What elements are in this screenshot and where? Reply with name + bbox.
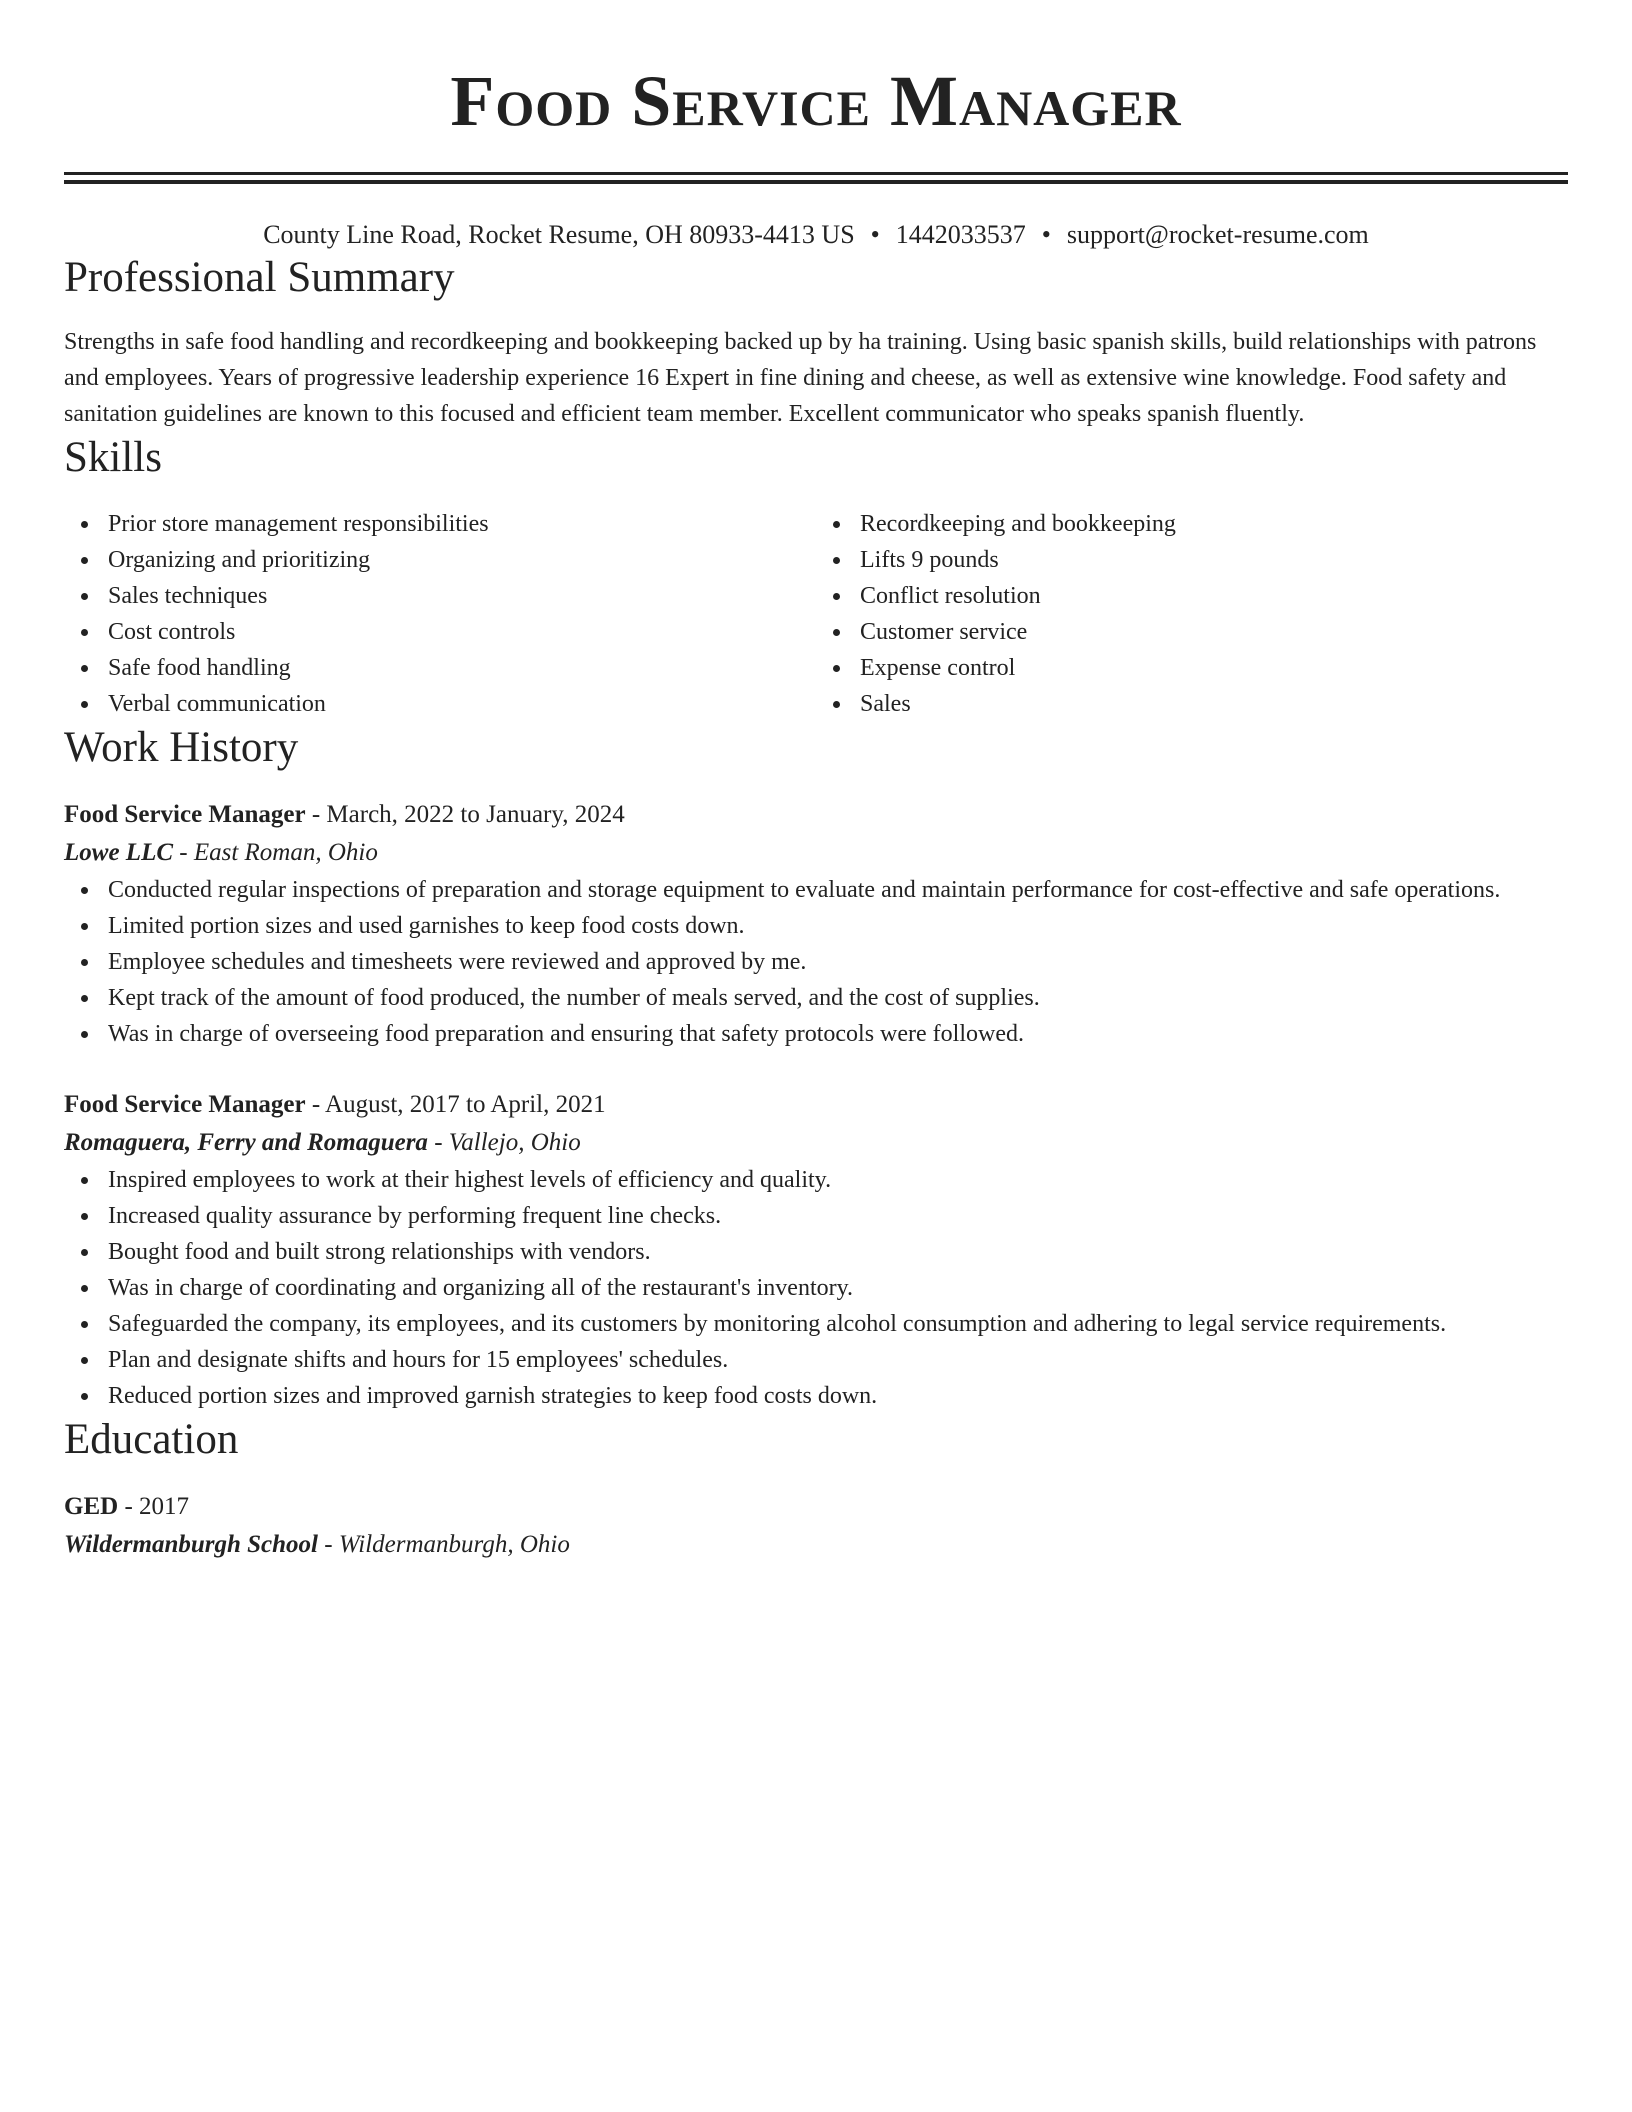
job-title-line (64, 796, 1568, 834)
job-entry (64, 1086, 1568, 1414)
skills-column-right (816, 506, 1568, 722)
bullet-icon (81, 1031, 88, 1038)
school-line (64, 1526, 1568, 1564)
duty-item: Reduced portion sizes and improved garnish strategies to keep food costs down. (108, 1378, 1568, 1414)
duty-item: Was in charge of overseeing food preparation and ensuring that safety protocols were followed. (108, 1016, 1568, 1052)
job-dates: - August, 2017 to April, 2021 (305, 1091, 606, 1118)
skills-heading: Skills (64, 434, 162, 481)
contact-phone: 1442033537 (895, 220, 1026, 249)
duty-item: Kept track of the amount of food produced, the number of meals served, and the cost of supplies. (108, 980, 1568, 1016)
company-name: Lowe LLC (64, 839, 174, 866)
company-location: - East Roman, Ohio (173, 839, 378, 866)
education-heading: Education (64, 1416, 239, 1463)
skill-item: Lifts 9 pounds (860, 542, 1568, 578)
skill-item: Recordkeeping and bookkeeping (860, 506, 1568, 542)
duty-item: Safeguarded the company, its employees, and its customers by monitoring alcohol consumption and adhering to legal service requirements. (108, 1306, 1568, 1342)
education-entry (64, 1488, 1568, 1564)
candidate-name: Food Service Manager (450, 61, 1182, 141)
contact-email: support@rocket-resume.com (1066, 220, 1369, 249)
company-line (64, 834, 1568, 872)
bullet-icon (81, 1285, 88, 1292)
skill-item: Verbal communication (108, 686, 816, 722)
school-location: - Wildermanburgh, Ohio (318, 1531, 570, 1558)
skills-column-left (64, 506, 816, 722)
bullet-icon (81, 1177, 88, 1184)
bullet-icon (81, 887, 88, 894)
bullet-icon (833, 593, 840, 600)
summary-text: Strengths in safe food handling and recordkeeping and bookkeeping backed up by ha training. Using basic spanish skills, build relationships with patrons and employees. Years of progressive leadership experience 16 Expert in fine dining and cheese, as well as extensive wine knowledge. Food safety and sanitation guidelines are known to this focused and efficient team member. Excellent communicator who speaks spanish fluently. (64, 329, 1537, 427)
skill-item: Prior store management responsibilities (108, 506, 816, 542)
bullet-icon (81, 959, 88, 966)
school-name: Wildermanburgh School (64, 1531, 319, 1558)
bullet-icon (81, 1213, 88, 1220)
bullet-icon (81, 629, 88, 636)
skill-item: Safe food handling (108, 650, 816, 686)
duty-item: Limited portion sizes and used garnishes to keep food costs down. (108, 908, 1568, 944)
degree-name: GED (64, 1493, 119, 1520)
bullet-icon (81, 923, 88, 930)
bullet-icon (81, 521, 88, 528)
bullet-icon (81, 665, 88, 672)
bullet-icon (81, 701, 88, 708)
company-location: - Vallejo, Ohio (427, 1129, 581, 1156)
bullet-icon (833, 665, 840, 672)
bullet-icon (81, 1357, 88, 1364)
skill-item: Cost controls (108, 614, 816, 650)
skill-item: Sales (860, 686, 1568, 722)
job-role: Food Service Manager (64, 1091, 306, 1118)
duty-item: Conducted regular inspections of preparation and storage equipment to evaluate and maintain performance for cost-effective and safe operations. (108, 872, 1568, 908)
job-title-line (64, 1086, 1568, 1124)
bullet-icon (833, 629, 840, 636)
header-divider (64, 172, 1568, 184)
contact-separator: • (870, 220, 880, 249)
bullet-icon (833, 521, 840, 528)
contact-line (64, 218, 1568, 252)
bullet-icon (81, 1249, 88, 1256)
bullet-icon (81, 995, 88, 1002)
bullet-icon (81, 1393, 88, 1400)
duty-item: Was in charge of coordinating and organizing all of the restaurant's inventory. (108, 1270, 1568, 1306)
job-duties (64, 1162, 1568, 1414)
bullet-icon (833, 557, 840, 564)
duty-item: Plan and designate shifts and hours for 15 employees' schedules. (108, 1342, 1568, 1378)
duty-item: Bought food and built strong relationships with vendors. (108, 1234, 1568, 1270)
duty-item: Employee schedules and timesheets were reviewed and approved by me. (108, 944, 1568, 980)
bullet-icon (81, 1321, 88, 1328)
skill-item: Sales techniques (108, 578, 816, 614)
degree-line (64, 1488, 1568, 1526)
company-name: Romaguera, Ferry and Romaguera (64, 1129, 428, 1156)
job-role: Food Service Manager (64, 801, 306, 828)
contact-separator: • (1041, 220, 1051, 249)
contact-address: County Line Road, Rocket Resume, OH 80933-4413 US (263, 220, 855, 249)
skill-item: Conflict resolution (860, 578, 1568, 614)
duty-item: Inspired employees to work at their highest levels of efficiency and quality. (108, 1162, 1568, 1198)
bullet-icon (833, 701, 840, 708)
summary-heading: Professional Summary (64, 254, 455, 301)
duty-item: Increased quality assurance by performing frequent line checks. (108, 1198, 1568, 1234)
job-duties (64, 872, 1568, 1052)
job-entry (64, 796, 1568, 1052)
company-line (64, 1124, 1568, 1162)
skill-item: Expense control (860, 650, 1568, 686)
skill-item: Customer service (860, 614, 1568, 650)
degree-year: - 2017 (118, 1493, 190, 1520)
skill-item: Organizing and prioritizing (108, 542, 816, 578)
work-history-heading: Work History (64, 724, 299, 771)
bullet-icon (81, 593, 88, 600)
bullet-icon (81, 557, 88, 564)
job-dates: - March, 2022 to January, 2024 (305, 801, 625, 828)
skills-grid (64, 506, 1568, 722)
